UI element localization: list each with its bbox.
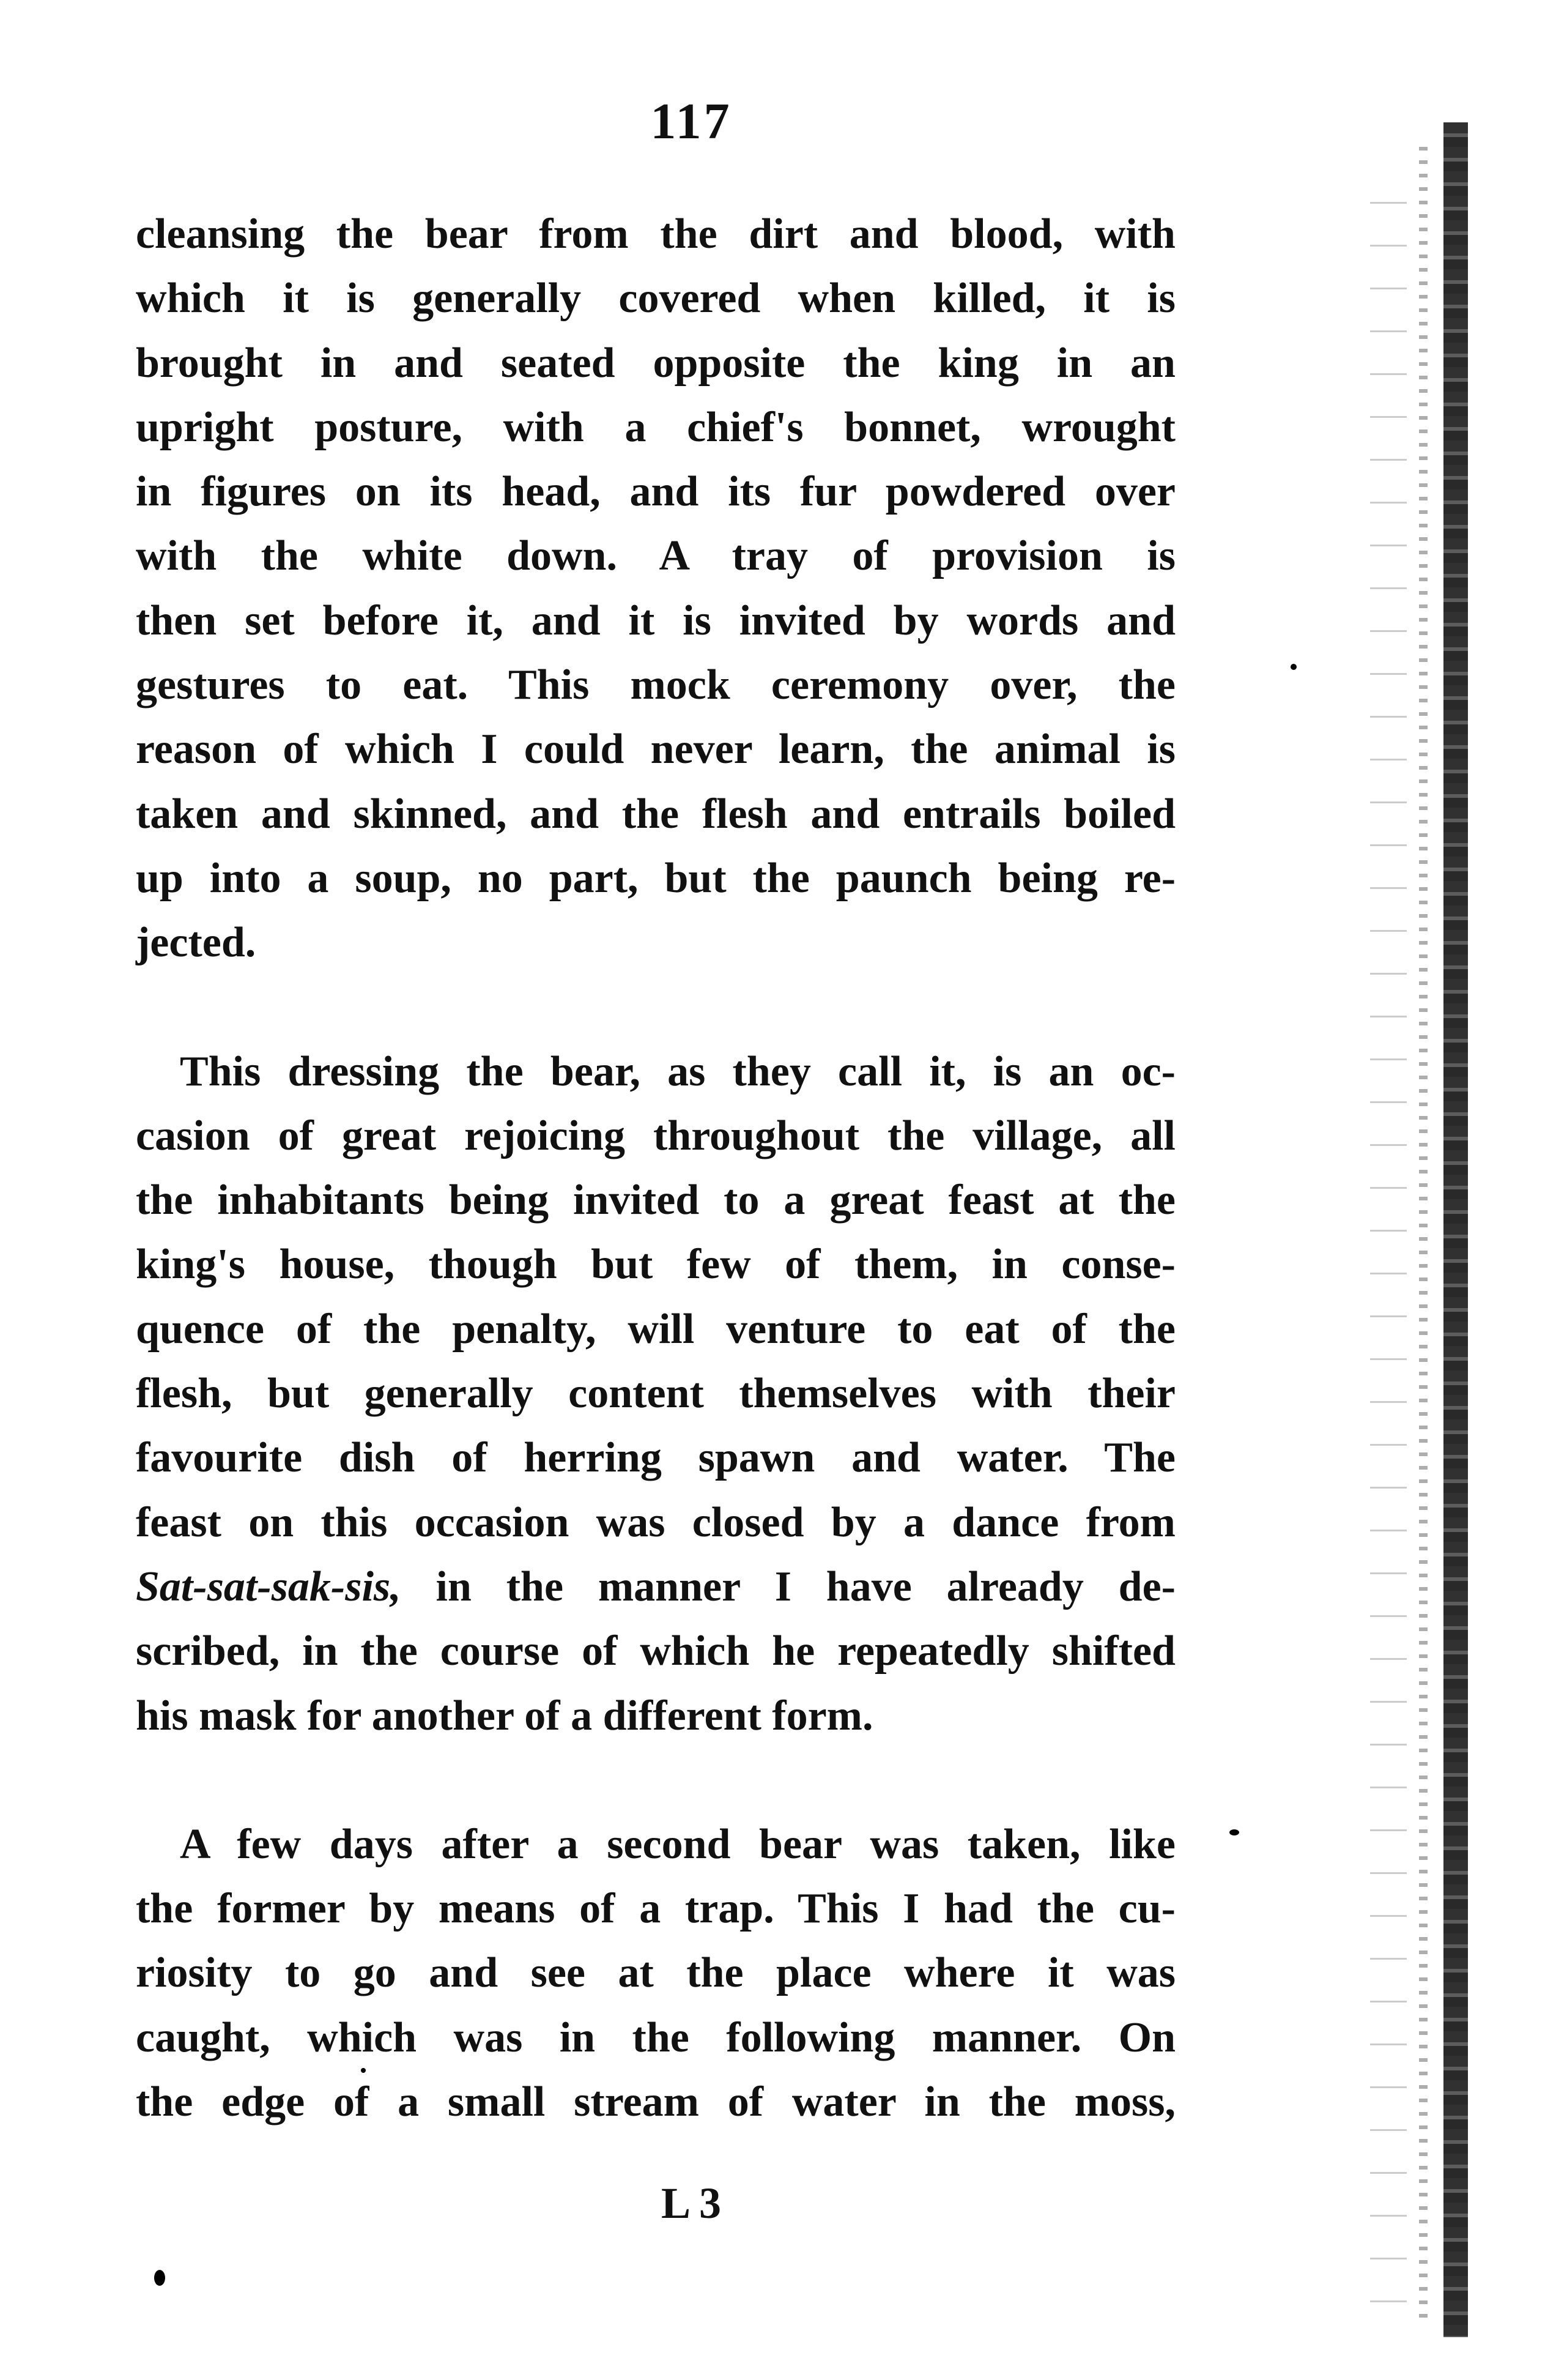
body-text bbox=[136, 202, 1176, 2134]
text-line: up into a soup, no part, but the paunch being re- bbox=[136, 854, 1176, 902]
text-line: the edge of a small stream of water in the moss, bbox=[136, 2078, 1176, 2126]
text-line: the inhabitants being invited to a great feast at the bbox=[136, 1177, 1176, 1224]
ink-speck bbox=[361, 2068, 366, 2073]
text-line: upright posture, with a chief's bonnet, wrought bbox=[136, 403, 1176, 451]
text-line: then set before it, and it is invited by words and bbox=[136, 597, 1176, 644]
text-line: scribed, in the course of which he repeatedly shifted bbox=[136, 1627, 1176, 1675]
page-number: 117 bbox=[650, 93, 732, 150]
text-fragment: in the manner I have already de- bbox=[435, 1563, 1176, 1610]
ink-speck bbox=[1229, 1829, 1239, 1835]
text-line: casion of great rejoicing throughout the village, all bbox=[136, 1112, 1176, 1159]
text-line: his mask for another of a different form. bbox=[136, 1692, 873, 1739]
ink-speck bbox=[1291, 664, 1297, 670]
text-line: king's house, though but few of them, in conse- bbox=[136, 1241, 1176, 1289]
ink-speck bbox=[154, 2270, 165, 2286]
text-line: in figures on its head, and its fur powdered over bbox=[136, 468, 1176, 516]
scan-edge-binding bbox=[1443, 122, 1468, 2337]
paragraph-1 bbox=[136, 202, 1176, 975]
text-line: brought in and seated opposite the king in an bbox=[136, 339, 1176, 387]
signature-mark: L 3 bbox=[661, 2179, 722, 2228]
text-line: jected. bbox=[136, 919, 256, 967]
text-line: caught, which was in the following manner. On bbox=[136, 2014, 1176, 2061]
text-line: cleansing the bear from the dirt and blood, with bbox=[136, 210, 1176, 258]
text-line: reason of which I could never learn, the animal is bbox=[136, 726, 1176, 773]
text-line-with-name bbox=[136, 1555, 1176, 1619]
text-line: quence of the penalty, will venture to eat of the bbox=[136, 1305, 1176, 1353]
paragraph-3 bbox=[136, 1812, 1176, 2134]
text-line: which it is generally covered when killed, it is bbox=[136, 275, 1176, 322]
text-line: favourite dish of herring spawn and water. The bbox=[136, 1434, 1176, 1482]
paragraph-2 bbox=[136, 1039, 1176, 1748]
scan-edge-shadow bbox=[1419, 147, 1428, 2325]
text-line: gestures to eat. This mock ceremony over, the bbox=[136, 661, 1176, 709]
text-line: riosity to go and see at the place where it was bbox=[136, 1949, 1176, 1997]
text-line: flesh, but generally content themselves with their bbox=[136, 1370, 1176, 1418]
text-line: taken and skinned, and the flesh and entrails boiled bbox=[136, 790, 1176, 838]
text-line: feast on this occasion was closed by a dance from bbox=[136, 1498, 1176, 1546]
text-line: the former by means of a trap. This I had the cu- bbox=[136, 1885, 1176, 1933]
text-line: A few days after a second bear was taken, like bbox=[180, 1820, 1176, 1868]
text-line: This dressing the bear, as they call it, is an oc- bbox=[180, 1047, 1176, 1095]
italic-name: Sat-sat-sak-sis, bbox=[136, 1563, 401, 1610]
scan-edge-shadow bbox=[1370, 184, 1407, 2325]
text-line: with the white down. A tray of provision is bbox=[136, 532, 1176, 580]
